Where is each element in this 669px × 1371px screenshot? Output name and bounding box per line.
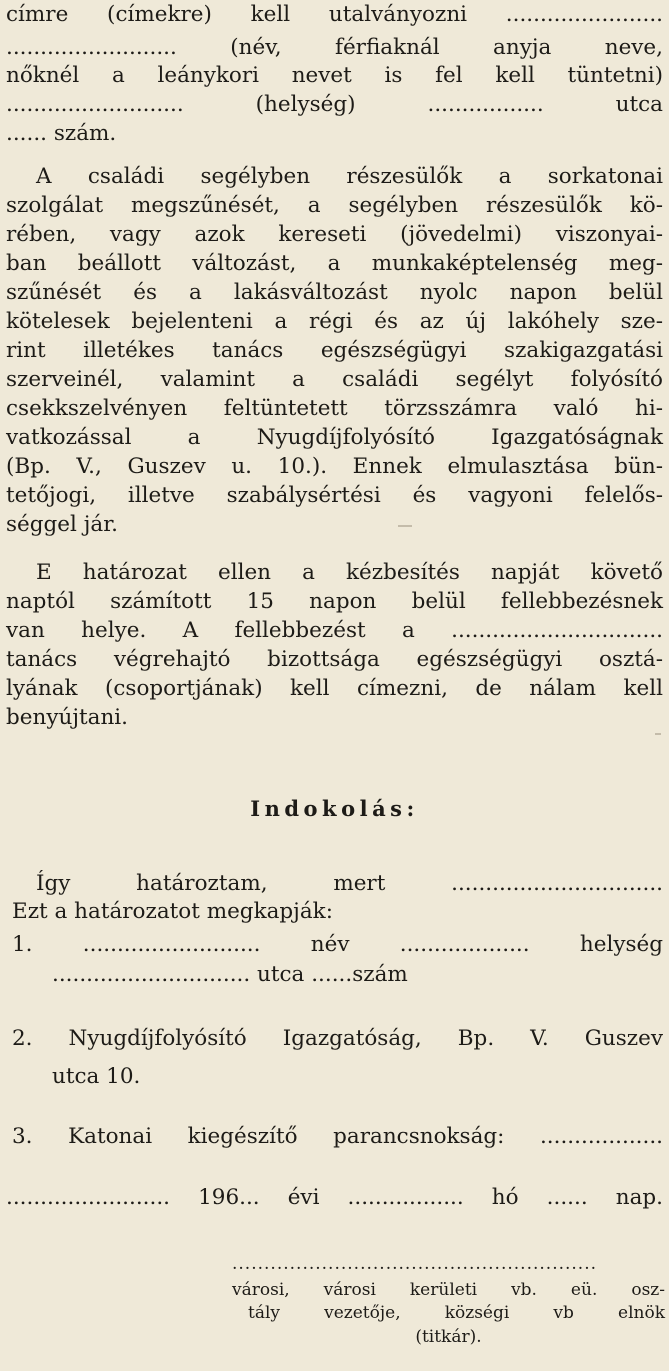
signature-line-2: tály vezetője, községi vb elnök [248, 1303, 665, 1323]
paragraph-1-line-6: kötelesek bejelenteni a régi és az új lakóhely sze- [6, 309, 663, 334]
paragraph-1-line-5: szűnését és a lakásváltozást nyolc napon belül [6, 280, 663, 305]
top-line-1: címre (címekre) kell utalványozni ....................... [6, 2, 663, 27]
print-speck [655, 733, 661, 735]
paragraph-2-line-4: tanács végrehajtó bizottsága egészségügyi osztá- [6, 647, 663, 672]
paragraph-1-line-12: tetőjogi, illetve szabálysértési és vagyoni felelős- [6, 483, 663, 508]
recipient-1-line-1: 1. .......................... név ................... helység [12, 932, 663, 957]
paragraph-1-line-1: A családi segélyben részesülők a sorkatonai [36, 164, 663, 189]
recipient-2-line-1: 2. Nyugdíjfolyósító Igazgatóság, Bp. V. Guszev [12, 1026, 663, 1051]
signature-dots: ......................................................... [232, 1254, 598, 1274]
section-heading: Indokolás: [250, 796, 419, 821]
paragraph-1-line-10: vatkozással a Nyugdíjfolyósító Igazgatóságnak [6, 425, 663, 450]
paragraph-1-line-8: szerveinél, valamint a családi segélyt folyósító [6, 367, 663, 392]
signature-line-3: (titkár). [415, 1327, 482, 1347]
paragraph-2-line-3: van helye. A fellebbezést a ............................... [6, 618, 663, 643]
paragraph-2-line-5: lyának (csoportjának) kell címezni, de nálam kell [6, 676, 663, 701]
recipient-3-line: 3. Katonai kiegészítő parancsnokság: .................. [12, 1124, 663, 1149]
print-speck [398, 525, 412, 527]
paragraph-1-line-13: séggel jár. [6, 512, 118, 537]
recipient-1-line-2: ............................. utca ......szám [52, 962, 408, 987]
date-line: ........................ 196... évi ................. hó ...... nap. [6, 1185, 663, 1210]
top-line-5: ...... szám. [6, 121, 117, 146]
paragraph-1-line-2: szolgálat megszűnését, a segélyben részesülők kö- [6, 193, 663, 218]
reasoning-line: Így határoztam, mert ............................... [36, 871, 663, 896]
paragraph-2-line-1: E határozat ellen a kézbesítés napját követő [36, 560, 663, 585]
top-line-3: nőknél a leánykori nevet is fel kell tüntetni) [6, 63, 663, 88]
recipients-label: Ezt a határozatot megkapják: [12, 899, 333, 924]
top-line-2: ......................... (név, férfiaknál anyja neve, [6, 35, 663, 60]
paragraph-1-line-9: csekkszelvényen feltüntetett törzsszámra való hi- [6, 396, 663, 421]
paragraph-1-line-3: rében, vagy azok kereseti (jövedelmi) viszonyai- [6, 222, 663, 247]
paragraph-2-line-6: benyújtani. [6, 705, 129, 730]
paragraph-1-line-11: (Bp. V., Guszev u. 10.). Ennek elmulasztása bün- [6, 454, 663, 479]
paragraph-1-line-4: ban beállott változást, a munkaképtelenség meg- [6, 251, 663, 276]
top-line-4: .......................... (helység) ................. utca [6, 92, 663, 117]
signature-line-1: városi, városi kerületi vb. eü. osz- [232, 1280, 665, 1300]
paragraph-2-line-2: naptól számított 15 napon belül fellebbezésnek [6, 589, 663, 614]
recipient-2-line-2: utca 10. [52, 1064, 141, 1089]
paragraph-1-line-7: rint illetékes tanács egészségügyi szakigazgatási [6, 338, 663, 363]
